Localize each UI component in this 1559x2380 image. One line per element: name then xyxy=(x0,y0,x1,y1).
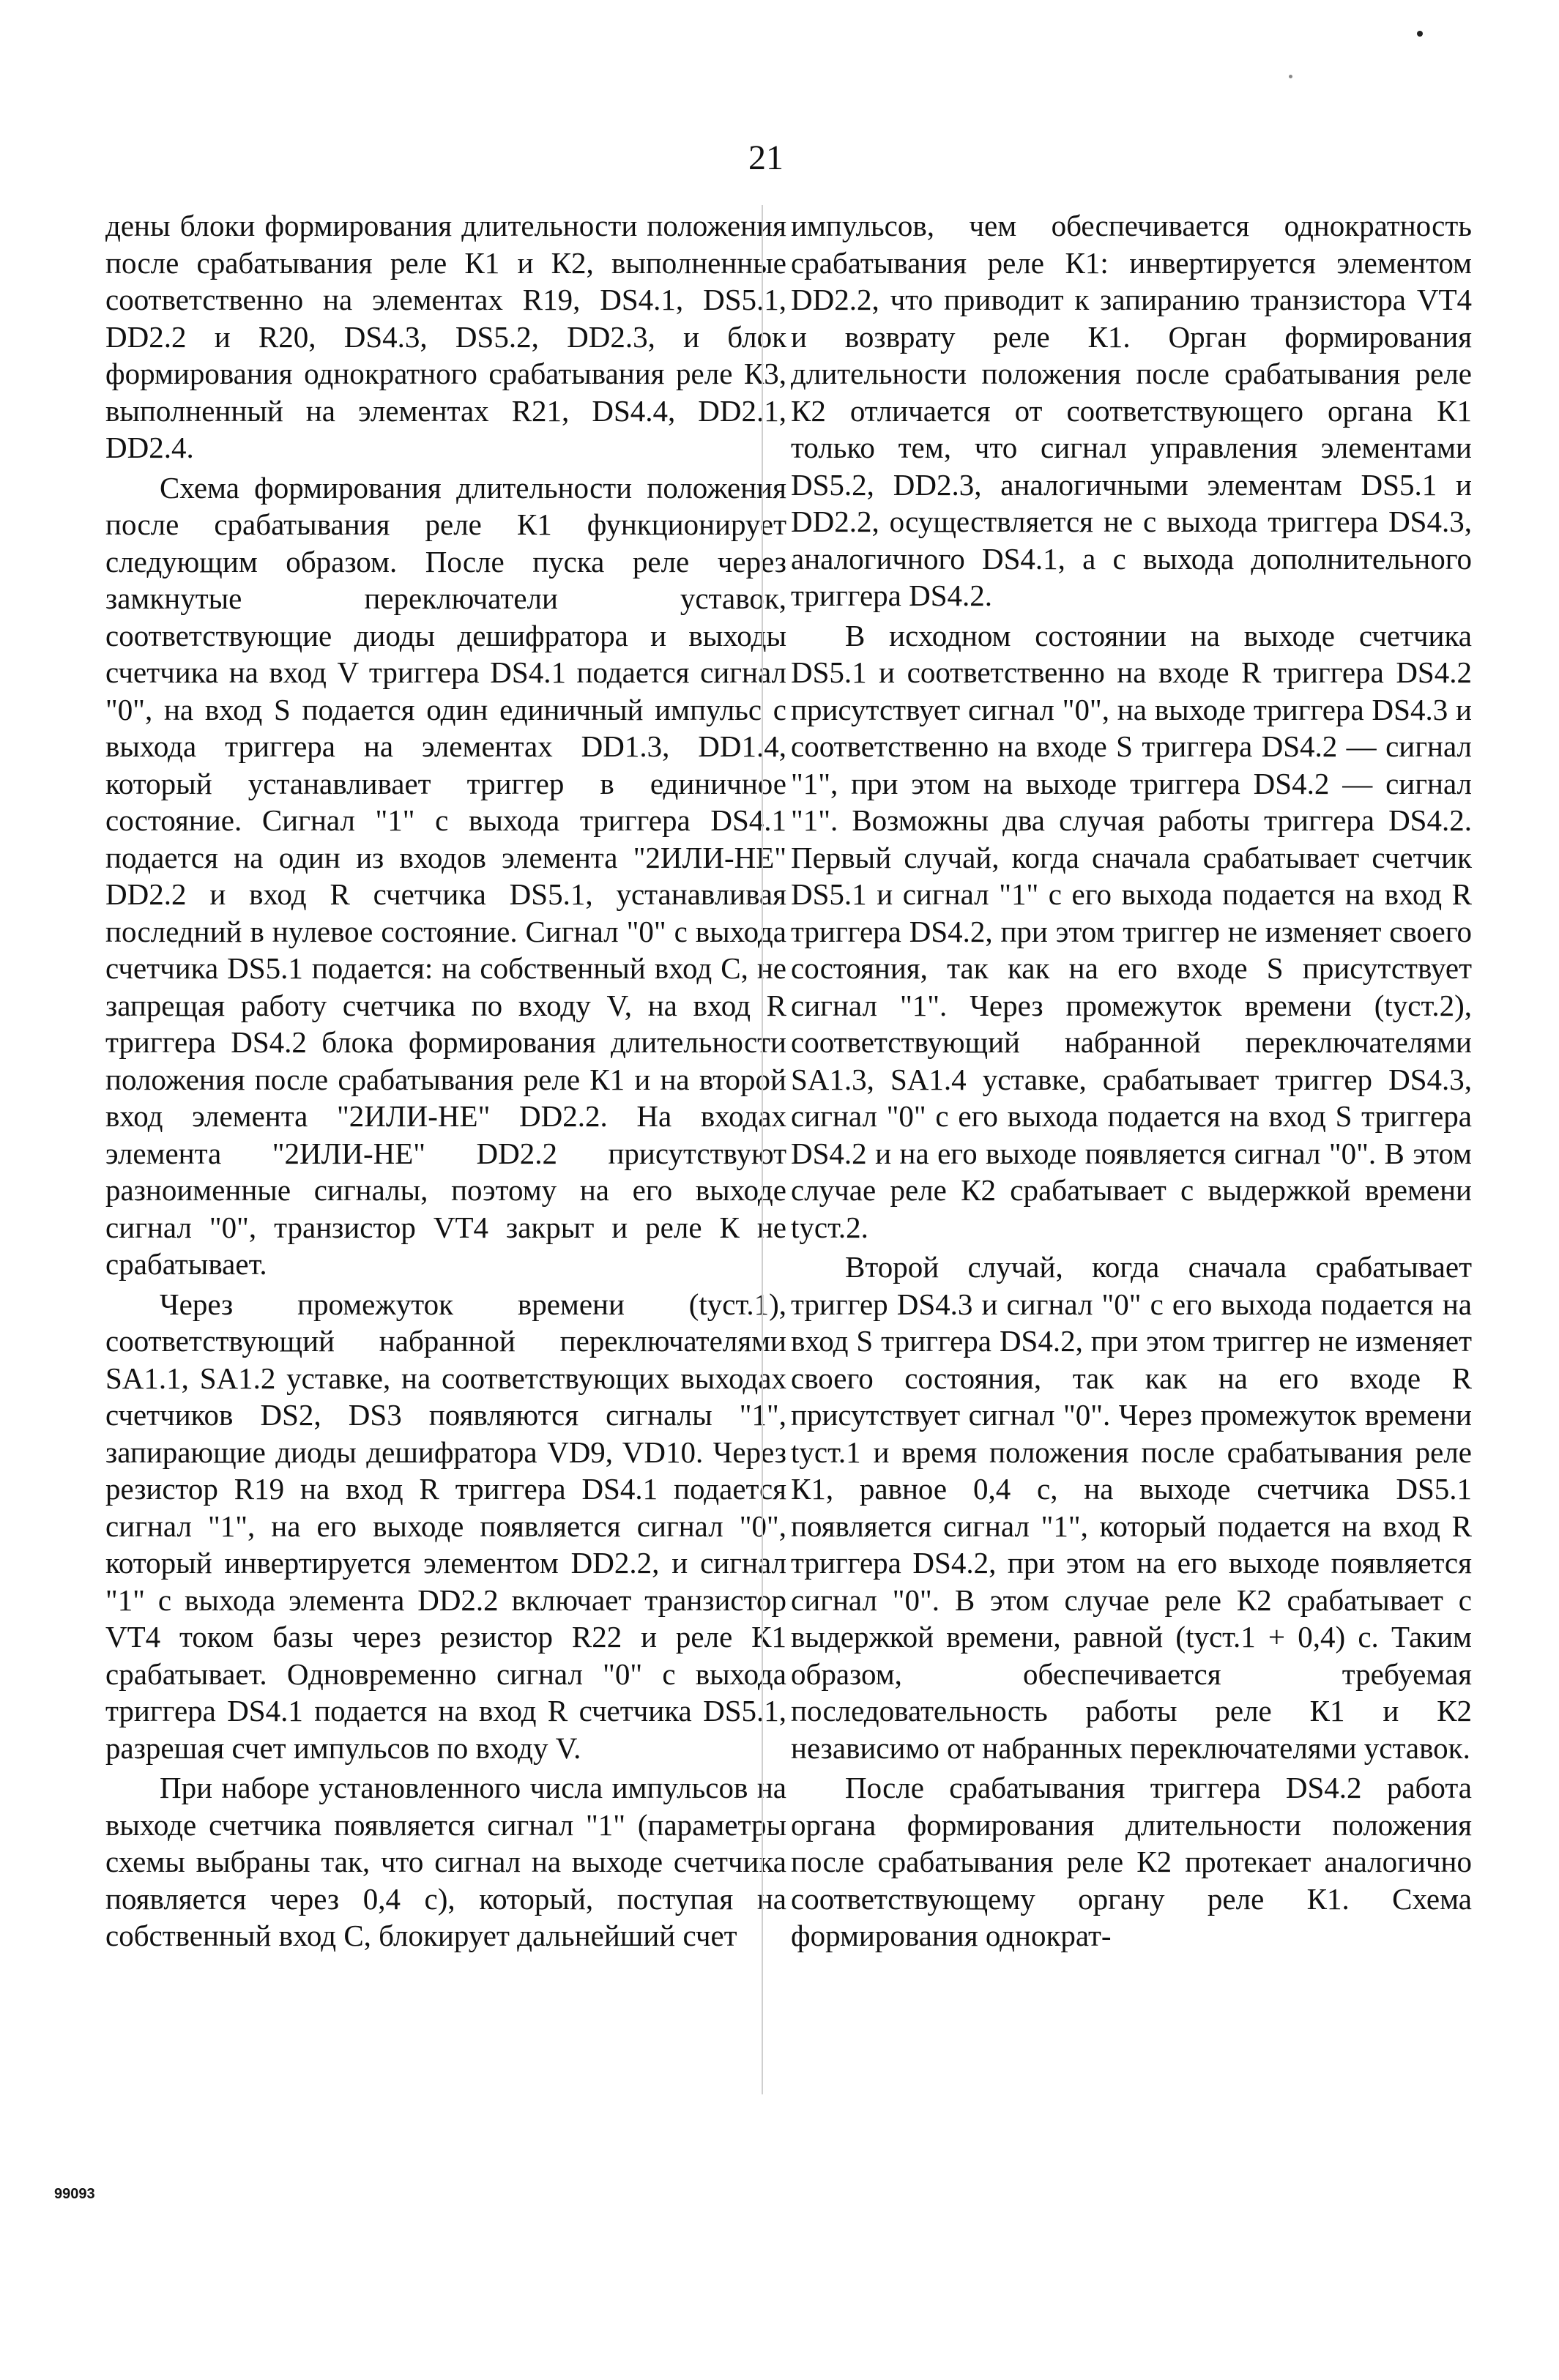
left-paragraph-4: При наборе установленного числа импульсов на выходе счетчика появляется сигнал "1" (параметры схемы выбраны так, что сигнал на выходе счетчика появляется через 0,4 с), который, поступая на собственный вход С, блокирует дальнейший счет xyxy=(105,1771,786,1952)
left-column xyxy=(105,207,786,1955)
right-paragraph-2: В исходном состоянии на выходе счетчика DS5.1 и соответственно на входе R триггера DS4.2 присутствует сигнал "0", на выходе триггера DS4.3 и соответственно на входе S триггера DS4.2 — сигнал "1", при этом на выходе триггера DS4.2 — сигнал "1". Возможны два случая работы триггера DS4.2. Первый случай, когда сначала срабатывает счетчик DS5.1 и сигнал "1" с его выхода подается на вход R триггера DS4.2, при этом триггер не изменяет своего состояния, так как на его входе S присутствует сигнал "1". Через промежуток времени (tуст.2), соответствующий набранной переключателями SA1.3, SA1.4 уставке, срабатывает триггер DS4.3, сигнал "0" с его выхода подается на вход S триггера DS4.2 и на его выходе появляется сигнал "0". В этом случае реле К2 срабатывает с выдержкой времени tуст.2. xyxy=(791,618,1472,1244)
column-divider xyxy=(762,205,763,2094)
scan-speck xyxy=(1289,75,1292,78)
footer-code: 99093 xyxy=(54,2186,95,2202)
left-paragraph-2: Схема формирования длительности положения после срабатывания реле К1 функционирует следующим образом. После пуска реле через замкнутые переключатели уставок, соответствующие диоды дешифратора и выходы счетчика на вход V триггера DS4.1 подается сигнал "0", на вход S подается один единичный импульс с выхода триггера на элементах DD1.3, DD1.4, который устанавливает триггер в единичное состояние. Сигнал "1" с выхода триггера DS4.1 подается на один из входов элемента "2ИЛИ-НЕ" DD2.2 и вход R счетчика DS5.1, устанавливая последний в нулевое состояние. Сигнал "0" с выхода счетчика DS5.1 подается: на собственный вход С, не запрещая работу счетчика по входу V, на вход R триггера DS4.2 блока формирования длительности положения после срабатывания реле К1 и на второй вход элемента "2ИЛИ-НЕ" DD2.2. На входах элемента "2ИЛИ-НЕ" DD2.2 присутствуют разноименные сигналы, поэтому на его выходе сигнал "0", транзистор VT4 закрыт и реле К не срабатывает. xyxy=(105,470,786,1281)
right-paragraph-4: После срабатывания триггера DS4.2 работа органа формирования длительности положения после срабатывания реле К2 протекает аналогично соответствующему органу реле К1. Схема формирования однократ- xyxy=(791,1771,1472,1952)
right-paragraph-1: импульсов, чем обеспечивается однократность срабатывания реле К1: инвертируется элементом DD2.2, что приводит к запиранию транзистора VT4 и возврату реле К1. Орган формирования длительности положения после срабатывания реле К2 отличается от соответствующего органа К1 только тем, что сигнал управления элементами DS5.2, DD2.3, аналогичными элементам DS5.1 и DD2.2, осуществляется не с выхода триггера DS4.3, аналогичного DS4.1, а с выхода дополнительного триггера DS4.2. xyxy=(791,209,1472,612)
scan-speck xyxy=(1417,31,1423,37)
left-paragraph-3: Через промежуток времени (tуст.1), соответствующий набранной переключателями SA1.1, SA1.2 уставке, на соответствующих выходах счетчиков DS2, DS3 появляются сигналы "1", запирающие диоды дешифратора VD9, VD10. Через резистор R19 на вход R триггера DS4.1 подается сигнал "1", на его выходе появляется сигнал "0", который инвертируется элементом DD2.2, и сигнал "1" с выхода элемента DD2.2 включает транзистор VT4 током базы через резистор R22 и реле К1 срабатывает. Одновременно сигнал "0" с выхода триггера DS4.1 подается на вход R счетчика DS5.1, разрешая счет импульсов по входу V. xyxy=(105,1287,786,1765)
right-column xyxy=(791,207,1472,1955)
page-number: 21 xyxy=(748,138,784,177)
right-paragraph-3: Второй случай, когда сначала срабатывает триггер DS4.3 и сигнал "0" с его выхода подается на вход S триггера DS4.2, при этом триггер не изменяет своего состояния, так как на его входе R присутствует сигнал "0". Через промежуток времени tуст.1 и время положения после срабатывания реле К1, равное 0,4 с, на выходе счетчика DS5.1 появляется сигнал "1", который подается на вход R триггера DS4.2, при этом на его выходе появляется сигнал "0". В этом случае реле К2 срабатывает с выдержкой времени, равной (tуст.1 + 0,4) с. Таким образом, обеспечивается требуемая последовательность работы реле К1 и К2 независимо от набранных переключателями уставок. xyxy=(791,1250,1472,1765)
left-paragraph-1: дены блоки формирования длительности положения после срабатывания реле К1 и К2, выполненные соответственно на элементах R19, DS4.1, DS5.1, DD2.2 и R20, DS4.3, DS5.2, DD2.3, и блок формирования однократного срабатывания реле К3, выполненный на элементах R21, DS4.4, DD2.1, DD2.4. xyxy=(105,209,786,464)
